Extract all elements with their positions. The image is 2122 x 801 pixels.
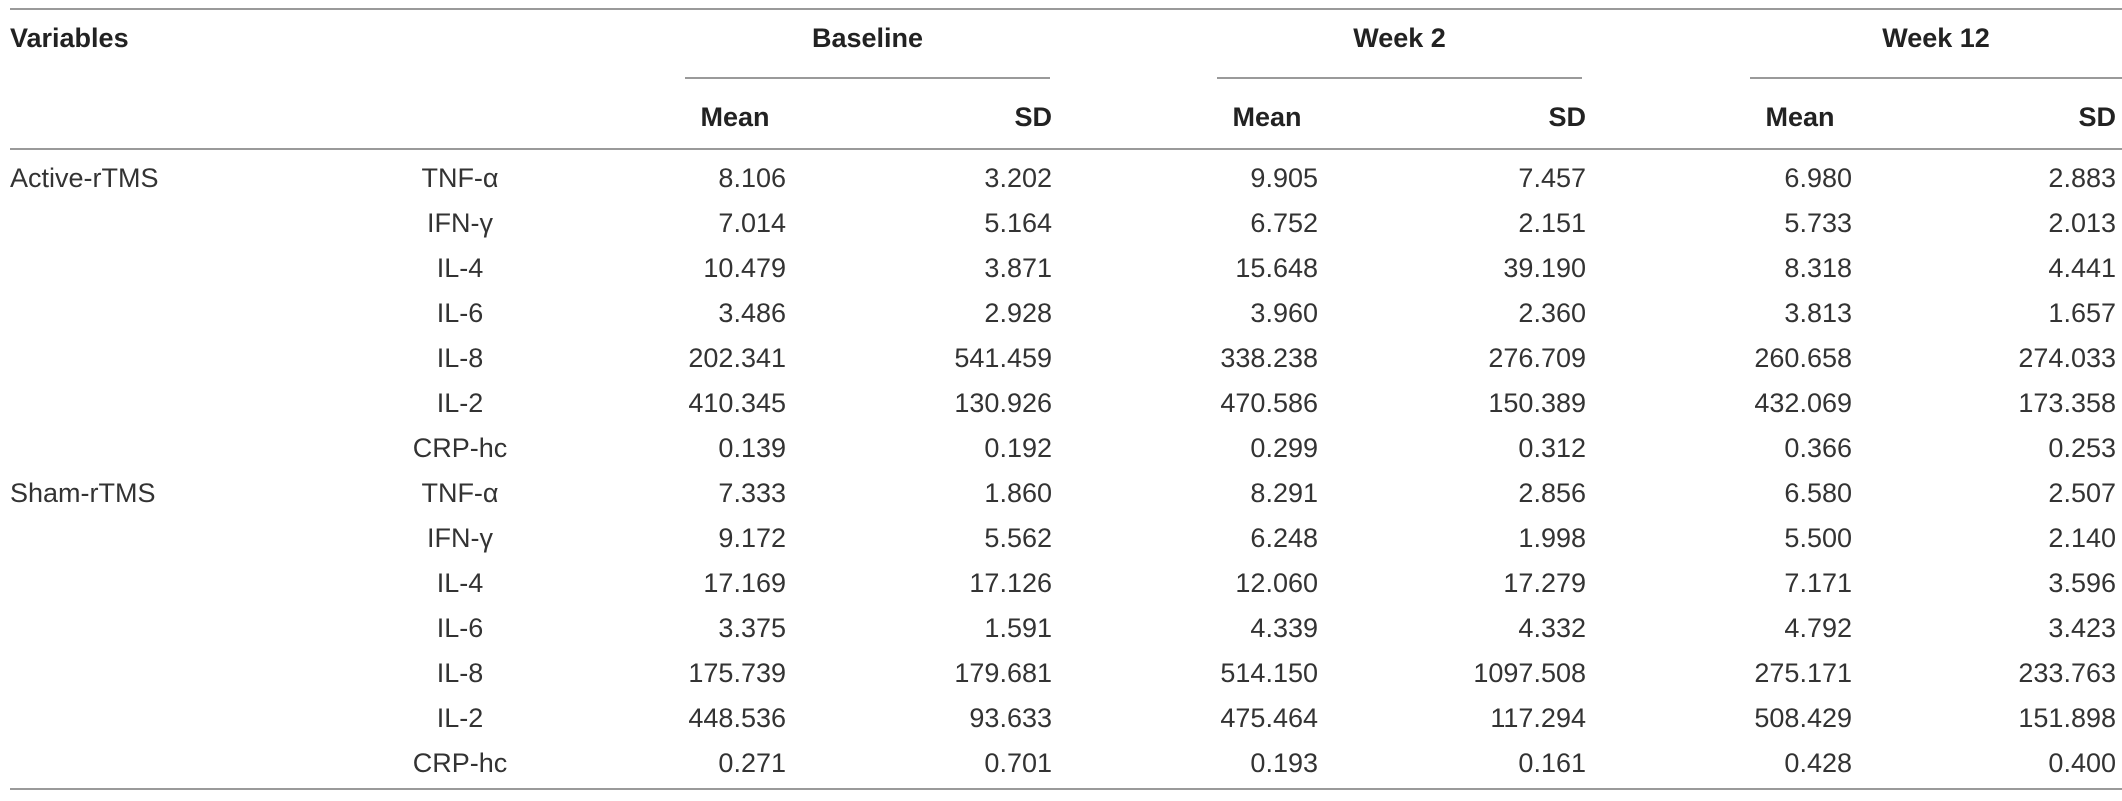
sd-cell: 39.190 <box>1503 253 1586 283</box>
mean-cell: 448.536 <box>688 703 786 733</box>
sd-cell: 2.928 <box>984 298 1052 328</box>
sd-cell: 1.591 <box>984 613 1052 643</box>
sd-cell: 2.360 <box>1518 298 1586 328</box>
week2-header: Week 2 <box>1353 23 1446 53</box>
mean-cell: 8.318 <box>1784 253 1852 283</box>
sd-cell: 276.709 <box>1488 343 1586 373</box>
sd-cell: 150.389 <box>1488 388 1586 418</box>
variables-header: Variables <box>10 23 129 53</box>
sd-cell: 2.856 <box>1518 478 1586 508</box>
mean-cell: 5.733 <box>1784 208 1852 238</box>
baseline-underline <box>685 77 1050 79</box>
mean-cell: 260.658 <box>1754 343 1852 373</box>
mean-cell: 0.366 <box>1784 433 1852 463</box>
sd-cell: 0.192 <box>984 433 1052 463</box>
sd-cell: 0.161 <box>1518 748 1586 778</box>
baseline-header: Baseline <box>811 23 924 53</box>
sd-cell: 7.457 <box>1518 163 1586 193</box>
sd-cell: 5.164 <box>984 208 1052 238</box>
week2-sd-header: SD <box>1548 102 1586 132</box>
mean-cell: 410.345 <box>688 388 786 418</box>
week2-underline <box>1217 77 1582 79</box>
week2-mean-header: Mean <box>1232 102 1302 132</box>
sd-cell: 3.202 <box>984 163 1052 193</box>
sd-cell: 5.562 <box>984 523 1052 553</box>
mean-cell: 0.271 <box>718 748 786 778</box>
mean-cell: 0.139 <box>718 433 786 463</box>
mean-cell: 202.341 <box>688 343 786 373</box>
variable-cell: IL-8 <box>436 343 484 373</box>
variable-cell: IL-6 <box>436 298 484 328</box>
sd-cell: 0.253 <box>2048 433 2116 463</box>
sd-cell: 179.681 <box>954 658 1052 688</box>
variable-cell: TNF-α <box>421 478 499 508</box>
sd-cell: 2.013 <box>2048 208 2116 238</box>
sd-cell: 0.312 <box>1518 433 1586 463</box>
mean-cell: 6.752 <box>1250 208 1318 238</box>
sd-cell: 3.423 <box>2048 613 2116 643</box>
table-top-rule <box>10 8 2122 10</box>
table-bottom-rule <box>10 788 2122 790</box>
sd-cell: 2.140 <box>2048 523 2116 553</box>
variable-cell: IL-6 <box>436 613 484 643</box>
mean-cell: 0.193 <box>1250 748 1318 778</box>
variable-cell: TNF-α <box>421 163 499 193</box>
sd-cell: 3.596 <box>2048 568 2116 598</box>
mean-cell: 8.106 <box>718 163 786 193</box>
week12-mean-header: Mean <box>1765 102 1835 132</box>
sd-cell: 1.657 <box>2048 298 2116 328</box>
variable-cell: CRP-hc <box>412 748 508 778</box>
sd-cell: 233.763 <box>2018 658 2116 688</box>
baseline-sd-header: SD <box>1014 102 1052 132</box>
variable-cell: IL-8 <box>436 658 484 688</box>
group-label: Sham-rTMS <box>10 478 156 508</box>
sd-cell: 2.507 <box>2048 478 2116 508</box>
variable-cell: IFN-γ <box>427 208 493 238</box>
variable-cell: CRP-hc <box>412 433 508 463</box>
mean-cell: 9.905 <box>1250 163 1318 193</box>
mean-cell: 338.238 <box>1220 343 1318 373</box>
mean-cell: 0.428 <box>1784 748 1852 778</box>
mean-cell: 7.333 <box>718 478 786 508</box>
mean-cell: 3.486 <box>718 298 786 328</box>
mean-cell: 432.069 <box>1754 388 1852 418</box>
mean-cell: 6.248 <box>1250 523 1318 553</box>
week12-sd-header: SD <box>2078 102 2116 132</box>
sd-cell: 17.126 <box>969 568 1052 598</box>
sd-cell: 541.459 <box>954 343 1052 373</box>
sd-cell: 3.871 <box>984 253 1052 283</box>
variable-cell: IL-2 <box>436 703 484 733</box>
mean-cell: 3.375 <box>718 613 786 643</box>
week12-header: Week 12 <box>1882 23 1990 53</box>
group-label: Active-rTMS <box>10 163 159 193</box>
variable-cell: IL-4 <box>436 253 484 283</box>
mean-cell: 9.172 <box>718 523 786 553</box>
baseline-mean-header: Mean <box>700 102 770 132</box>
mean-cell: 508.429 <box>1754 703 1852 733</box>
sd-cell: 4.441 <box>2048 253 2116 283</box>
sd-cell: 93.633 <box>969 703 1052 733</box>
sd-cell: 0.400 <box>2048 748 2116 778</box>
sd-cell: 2.883 <box>2048 163 2116 193</box>
week12-underline <box>1750 77 2122 79</box>
sd-cell: 1.998 <box>1518 523 1586 553</box>
mean-cell: 8.291 <box>1250 478 1318 508</box>
mean-cell: 275.171 <box>1754 658 1852 688</box>
mean-cell: 475.464 <box>1220 703 1318 733</box>
mean-cell: 7.171 <box>1784 568 1852 598</box>
mean-cell: 15.648 <box>1235 253 1318 283</box>
mean-cell: 17.169 <box>703 568 786 598</box>
mean-cell: 10.479 <box>703 253 786 283</box>
variable-cell: IFN-γ <box>427 523 493 553</box>
mean-cell: 514.150 <box>1220 658 1318 688</box>
sd-cell: 4.332 <box>1518 613 1586 643</box>
variable-cell: IL-2 <box>436 388 484 418</box>
header-bottom-rule <box>10 148 2122 150</box>
sd-cell: 1.860 <box>984 478 1052 508</box>
sd-cell: 173.358 <box>2018 388 2116 418</box>
mean-cell: 6.580 <box>1784 478 1852 508</box>
mean-cell: 3.960 <box>1250 298 1318 328</box>
mean-cell: 12.060 <box>1235 568 1318 598</box>
sd-cell: 0.701 <box>984 748 1052 778</box>
mean-cell: 3.813 <box>1784 298 1852 328</box>
mean-cell: 175.739 <box>688 658 786 688</box>
mean-cell: 0.299 <box>1250 433 1318 463</box>
sd-cell: 130.926 <box>954 388 1052 418</box>
sd-cell: 274.033 <box>2018 343 2116 373</box>
mean-cell: 7.014 <box>718 208 786 238</box>
mean-cell: 5.500 <box>1784 523 1852 553</box>
sd-cell: 1097.508 <box>1473 658 1586 688</box>
variable-cell: IL-4 <box>436 568 484 598</box>
mean-cell: 4.792 <box>1784 613 1852 643</box>
sd-cell: 151.898 <box>2018 703 2116 733</box>
mean-cell: 4.339 <box>1250 613 1318 643</box>
mean-cell: 470.586 <box>1220 388 1318 418</box>
mean-cell: 6.980 <box>1784 163 1852 193</box>
sd-cell: 2.151 <box>1518 208 1586 238</box>
sd-cell: 17.279 <box>1503 568 1586 598</box>
sd-cell: 117.294 <box>1490 703 1586 733</box>
